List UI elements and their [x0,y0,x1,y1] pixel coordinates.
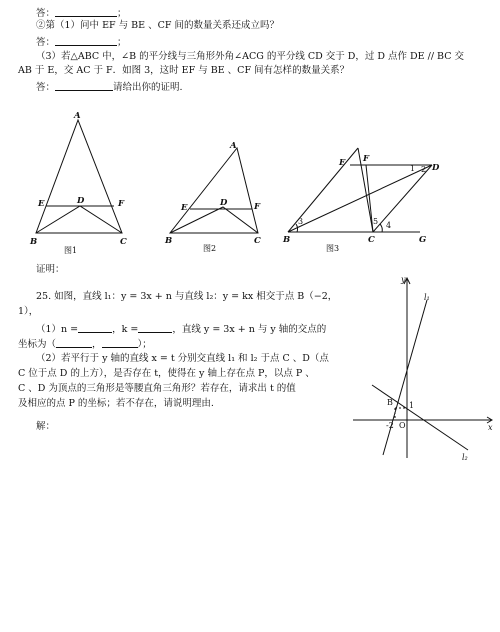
fig3-angle-1: 1 [410,164,416,173]
n-blank[interactable] [78,322,112,333]
fig1-label-e: E [38,199,45,209]
answer1-line: 答： ； [36,8,127,19]
fig2-label-e: E [181,203,188,213]
question3-line2: AB 于 E，交 AC 于 F．如图 3，这时 EF 与 BE 、CF 间有怎样的数量关系？ [18,65,350,76]
fig3-angle-5: 5 [373,217,379,226]
graph-x-label: x [488,423,493,432]
answer2-line: 答： ； [36,37,127,48]
fig1-caption: 图1 [64,246,78,255]
fig2-label-d: D [220,198,228,208]
intercept-x-blank[interactable] [56,337,92,348]
fig1-label-d: D [77,196,85,206]
graph-minus2-label: -2 [386,421,394,430]
fig3-label-e: E [339,158,346,168]
graph-l2-label: l₂ [462,453,468,462]
fig2-label-a: A [230,141,237,151]
fig3-angle-4: 4 [386,221,392,230]
intercept-y-blank[interactable] [102,337,138,348]
fig1-label-a: A [74,111,81,121]
fig3-label-d: D [432,163,440,173]
q25-sub2-line3: C 、D 为顶点的三角形是等腰直角三角形？若存在，请求出 t 的值 [18,383,296,394]
answer3-line: 答： 请给出你的证明. [36,82,183,93]
k-blank[interactable] [138,322,172,333]
fig1-label-f: F [118,199,125,209]
q25-sub2-line1: （2）若平行于 y 轴的直线 x = t 分别交直线 l₁ 和 l₂ 于点 C 、D（点 [36,353,329,364]
graph-origin-label: O [399,421,406,430]
fig3-label-g: G [419,235,427,245]
fig3-angle-3: 3 [298,217,304,226]
q25-sub2-line4: 及相应的点 P 的坐标；若不存在，请说明理由. [18,398,214,409]
graph-l1-label: l₁ [424,293,430,302]
fig2-caption: 图2 [203,244,217,253]
q25-line2: 1）， [18,306,39,317]
question2-text: ②第（1）问中 EF 与 BE 、CF 间的数量关系还成立吗？ [36,20,279,31]
q25-sub2-line2: C 位于点 D 的上方），是否存在 t，使得在 y 轴上存在点 P，以点 P 、 [18,368,315,379]
fig2-label-c: C [254,236,261,246]
fig1-label-b: B [30,237,38,247]
q25-sub1-line2: 坐标为（ ， ）； [18,339,152,350]
q25-sub1-line1: （1）n = ，k = ，直线 y = 3x + n 与 y 轴的交点的 [36,324,327,335]
proof-label: 证明： [36,264,65,275]
fig3-caption: 图3 [326,244,340,253]
fig2-label-b: B [165,236,173,246]
fig3-label-c: C [368,235,375,245]
fig3-label-b: B [283,235,291,245]
graph-y-label: y [401,275,406,284]
fig3-label-f: F [363,154,370,164]
q25-line1: 25. 如图，直线 l₁：y = 3x + n 与直线 l₂：y = kx 相交于点 B（−2， [36,291,338,302]
fig3-angle-2: 2 [421,165,427,174]
fig1-label-c: C [120,237,127,247]
graph-b-label: B [387,398,393,407]
solution-label: 解： [36,421,56,432]
graph-one-label: 1 [409,401,415,410]
fig2-label-f: F [254,202,261,212]
question3-line1: （3）若△ABC 中，∠B 的平分线与三角形外角∠ACG 的平分线 CD 交于 D，过 D 点作 DE // BC 交 [36,51,464,62]
